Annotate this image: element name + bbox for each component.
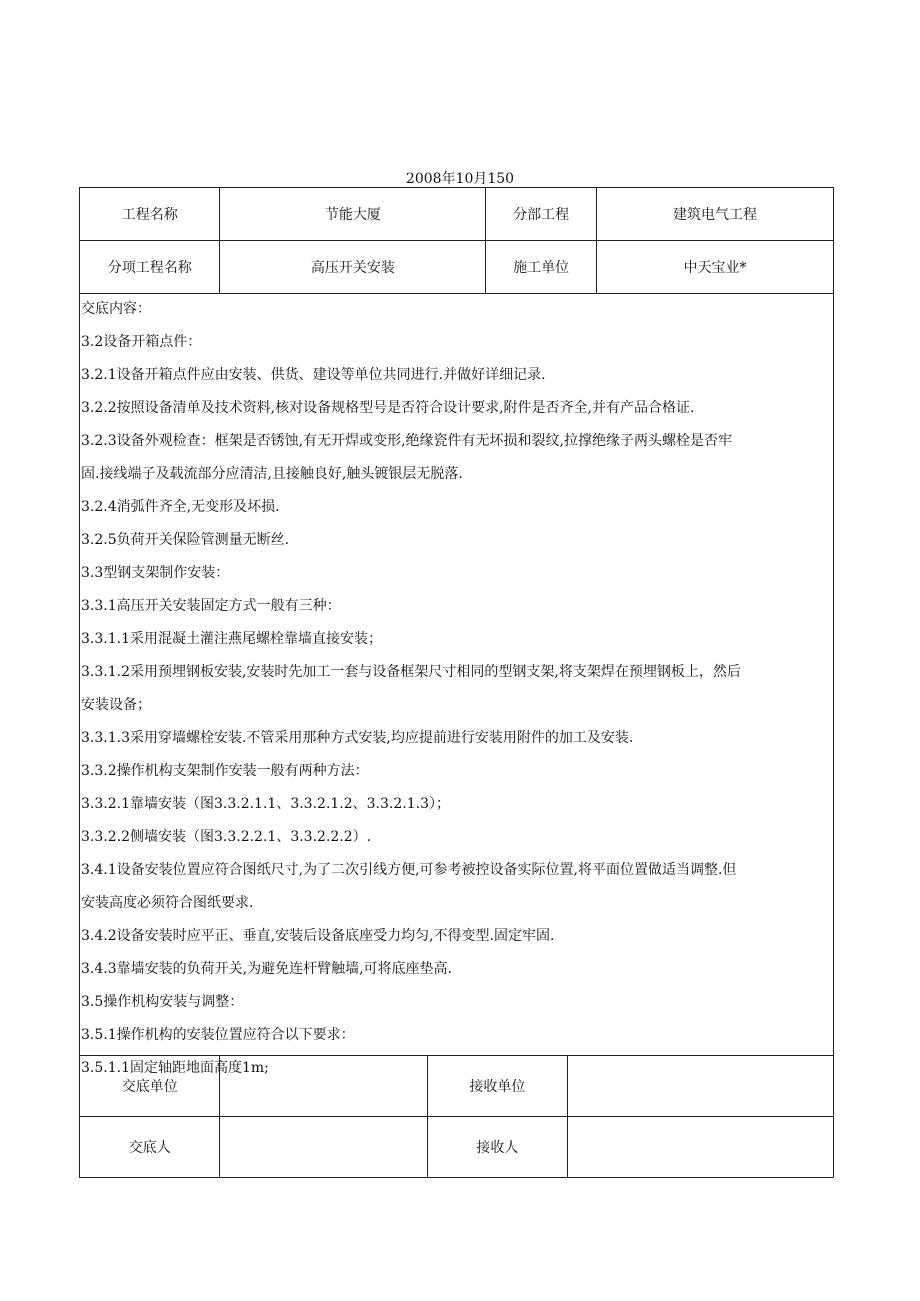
receiver-person-label: 接收人 (427, 1117, 567, 1178)
content-line: 3.5操作机构安装与调整： (81, 994, 244, 1010)
content-line: 3.4.2设备安装时应平正、垂直,安装后设备底座受力均匀,不得变型.固定牢固. (81, 928, 555, 944)
content-line: 3.2.4消弧件齐全,无变形及坏损. (81, 499, 280, 515)
content-line: 3.5.1操作机构的安装位置应符合以下要求： (81, 1027, 355, 1043)
content-line: 安装设备； (81, 697, 151, 713)
issuer-person-value (220, 1117, 427, 1178)
content-line: 3.4.1设备安装位置应符合图纸尺寸,为了二次引线方便,可参考被控设备实际位置,将平面位置做适当调整.但 (81, 862, 737, 878)
disclosure-content (79, 293, 834, 1076)
subitem-value: 高压开关安装 (220, 241, 486, 294)
receiver-unit-label: 接收单位 (427, 1056, 567, 1117)
content-line: 3.2.5负荷开关保险管测量无断丝. (81, 532, 290, 548)
content-line: 3.3.2.1靠墙安装（图3.3.2.1.1、3.3.2.1.2、3.3.2.1.3）； (81, 796, 450, 812)
issuer-person-label: 交底人 (80, 1117, 220, 1178)
content-line: 3.2设备开箱点件： (81, 334, 202, 350)
content-line: 3.3.1.2采用预埋钢板安装,安装时先加工一套与设备框架尺寸相同的型钢支架,将支架焊在预埋钢板上，然后 (81, 664, 741, 680)
division-value: 建筑电气工程 (596, 188, 833, 241)
content-line: 3.4.3靠墙安装的负荷开关,为避免连杆臂触墙,可将底座垫高. (81, 961, 452, 977)
content-line: 3.3.2.2侧墙安装（图3.3.2.2.1、3.3.2.2.2）. (81, 829, 372, 845)
content-line: 3.2.1设备开箱点件应由安装、供货、建设等单位共同进行.并做好详细记录. (81, 367, 546, 383)
content-line: 3.3.1高压开关安装固定方式一般有三种： (81, 598, 341, 614)
subitem-label: 分项工程名称 (80, 241, 220, 294)
document-date: 2008年10月150 (405, 171, 515, 187)
table-row (80, 241, 834, 294)
content-line: 3.2.3设备外观检查：框架是否锈蚀,有无开焊或变形,绝缘瓷件有无坏损和裂纹,拉撑绝缘子两头螺栓是否牢 (81, 433, 732, 449)
table-row (80, 188, 834, 241)
project-name-label: 工程名称 (80, 188, 220, 241)
receiver-unit-value (568, 1056, 834, 1117)
content-line: 安装高度必须符合图纸要求. (81, 895, 254, 911)
content-line: 3.3型钢支架制作安装： (81, 565, 230, 581)
content-line: 固.接线端子及载流部分应清洁,且接触良好,触头镀银层无脱落. (81, 466, 463, 482)
project-info-table (79, 187, 834, 294)
project-name-value: 节能大厦 (220, 188, 486, 241)
content-line: 3.3.1.3采用穿墙螺栓安装.不管采用那种方式安装,均应提前进行安装用附件的加工及安装. (81, 730, 634, 746)
content-line: 3.3.1.1采用混凝土灌注燕尾螺栓靠墙直接安装； (81, 631, 382, 647)
contractor-value: 中天宝业* (596, 241, 833, 294)
contractor-label: 施工单位 (486, 241, 597, 294)
table-row (80, 1117, 834, 1178)
division-label: 分部工程 (486, 188, 597, 241)
signature-table (79, 1055, 834, 1178)
content-line: 3.3.2操作机构支架制作安装一般有两种方法： (81, 763, 369, 779)
table-row (80, 1056, 834, 1117)
receiver-person-value (568, 1117, 834, 1178)
content-line: 3.5.1.1固定轴距地面高度1m; (81, 1060, 269, 1076)
content-line: 交底内容： (81, 301, 151, 317)
issuer-unit-label: 交底单位 (80, 1056, 220, 1117)
issuer-unit-value (220, 1056, 427, 1117)
content-line: 3.2.2按照设备清单及技术资料,核对设备规格型号是否符合设计要求,附件是否齐全,并有产品合格证. (81, 400, 695, 416)
